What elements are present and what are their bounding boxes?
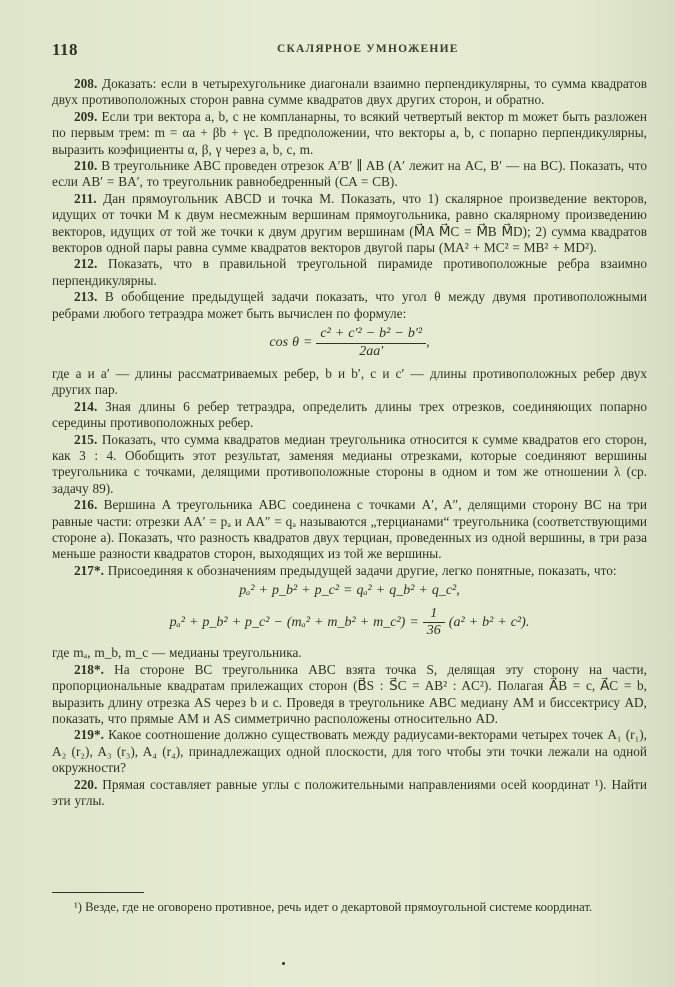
problem-214: 214. Зная длины 6 ребер тетраэдра, определить длины трех отрезков, соединяющих попарно середины противоположных ребер. <box>52 398 648 431</box>
problem-209: 209. Если три вектора a, b, c не компланарны, то всякий четвертый вектор m может быть разложен по первым трем: m = αa + βb + γc. В предположении, что векторы a, b, c попарно перпендикулярны, выразить коэфициенты α, β, γ через a, b, c, m. <box>52 108 648 157</box>
problem-210: 210. В треугольнике ABC проведен отрезок A′B′ ∥ AB (A′ лежит на AC, B′ — на BC). Показать, что если AB′ = BA′, то треугольник равнобедренный (CA = CB). <box>52 158 648 190</box>
footnote-divider <box>52 892 144 893</box>
one-thirty-sixth-fraction: $\frac{1}{36}$ <box>423 606 445 640</box>
cosine-fraction: $\frac{\text{c² + c′² − b² − b′²}}{2aa'}$ <box>316 326 426 360</box>
tercian-equation-2: pₐ² + p_b² + p_c² − (mₐ² + m_b² + m_c²) = $\frac{1}{36}$ (a² + b² + c²). <box>169 605 530 638</box>
tercian-equation-1: pₐ² + p_b² + p_c² = qₐ² + q_b² + q_c², <box>239 583 460 599</box>
page-header <box>52 40 652 60</box>
problem-215: 215. Показать, что сумма квадратов медиан треугольника относится к сумме квадратов его сторон, как 3 : 4. Обобщить этот результат, заменяя медианы отрезками, которые соединяют вершины треугольника с точками, делящими противоположные стороны в одном и том же отношении λ (ср. задачу 89). <box>52 431 647 496</box>
problem-217-continuation: где mₐ, m_b, m_c — медианы треугольника. <box>52 645 302 661</box>
page-number: 118 <box>52 40 79 59</box>
problem-211: 211. Дан прямоугольник ABCD и точка M. Показать, что 1) скалярное произведение векторов, идущих от точки M к двум несмежным вершинам прямоугольника, равно скалярному произведению векторов, идущих от той же точки к двум другим вершинам (M⃗A M⃗C = M⃗B M⃗D); 2) сумма квадратов векторов одной пары равна сумме квадратов векторов двугой пары (MA² + MC² = MB² + MD²). <box>52 190 647 256</box>
footnote: ¹) Везде, где не оговорено противное, речь идет о декартовой прямоугольной системе координат. <box>74 900 593 914</box>
problem-219: 219*. Какое соотношение должно существовать между радиусами-векторами четырех точек A₁ (r₁), A₂ (r₂), A₃ (r₃), A₄ (r₄), принадлежащих одной плоскости, для того чтобы эти точки лежали на одной окружности? <box>52 727 647 776</box>
problem-216: 216. Вершина A треугольника ABC соединена с точками A′, A″, делящими сторону BC на три равные части: отрезки AA′ = pₐ и AA″ = qₐ называются „терцианами“ треугольника (соответствующими стороне a). Показать, что разность квадратов двух терциан, проведенных из одной вершины, в три раза меньше разности квадратов сторон, выходящих из той же вершины. <box>52 497 648 562</box>
problem-217: 217*. Присоединяя к обозначениям предыдущей задачи другие, легко понятные, показать, что: <box>74 562 617 578</box>
problem-220: 220. Прямая составляет равные углы с положительными направлениями осей координат ¹). Найти эти углы. <box>52 776 647 809</box>
running-title: СКАЛЯРНОЕ УМНОЖЕНИЕ <box>277 43 459 55</box>
problem-213: 213. В обобщение предыдущей задачи показать, что угол θ между двумя противоположными ребрами любого тетраэдра может быть вычислен по формуле: <box>52 289 647 321</box>
problem-208: 208. Доказать: если в четырехугольнике диагонали взаимно перпендикулярны, то сумма квадратов двух противоположных сторон равна сумме квадратов двух других сторон, и обратно. <box>52 76 647 108</box>
page-body <box>52 76 647 809</box>
cosine-formula: cos θ = $\frac{\text{c² + c′² − b² − b′²}}{2aa'}$ , <box>269 326 430 359</box>
print-speck <box>282 962 285 965</box>
problem-213-continuation: где a и a′ — длины рассматриваемых ребер, b и b′, c и c′ — длины противоположных ребер двух других пар. <box>52 365 647 398</box>
problem-212: 212. Показать, что в правильной треугольной пирамиде противоположные ребра взаимно перпендикулярны. <box>52 256 647 288</box>
problem-218: 218*. На стороне BC треугольника ABC взята точка S, делящая эту сторону на части, пропорциональные квадратам прилежащих сторон (B⃗S : S⃗C = AB² : AC²). Полагая A⃗B = c, A⃗C = b, выразить длину отрезка AS через b и c. Проведя в треугольнике ABC медиану AM и биссектрису AD, показать, что прямые AM и AS симметрично расположены относительно AD. <box>52 661 647 727</box>
